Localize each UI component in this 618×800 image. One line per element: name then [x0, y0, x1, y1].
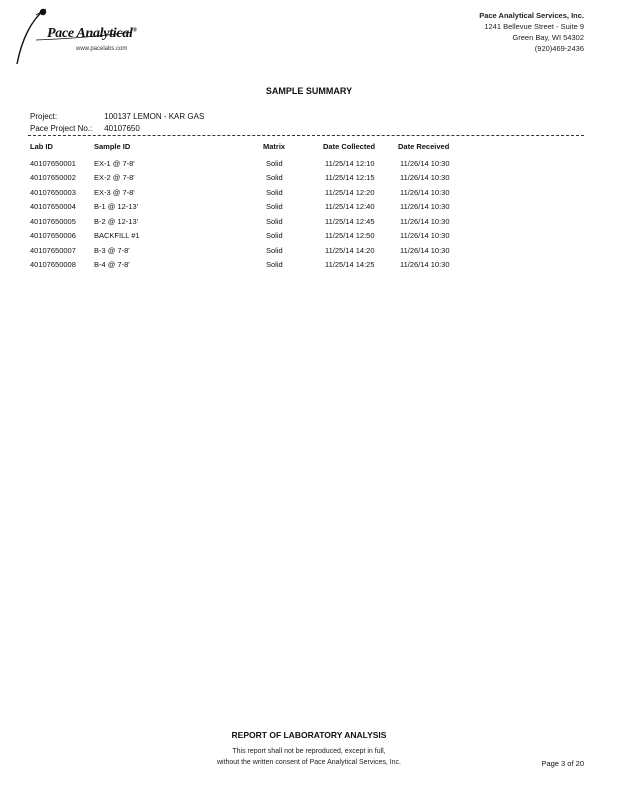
cell-lab-id: 40107650007: [30, 245, 76, 255]
company-city: Green Bay, WI 54302: [512, 33, 584, 42]
cell-date-collected: 11/25/14 14:20: [325, 245, 375, 255]
logo-url: www.pacelabs.com: [76, 46, 128, 52]
cell-date-received: 11/26/14 10:30: [400, 216, 450, 226]
table-row: [30, 156, 480, 171]
page-number: Page 3 of 20: [541, 759, 584, 768]
project-info: [30, 111, 204, 135]
pace-project-row: [30, 123, 204, 135]
table-row: [30, 229, 480, 244]
cell-matrix: Solid: [266, 158, 283, 168]
company-name: Pace Analytical Services, Inc.: [479, 11, 584, 20]
cell-matrix: Solid: [266, 173, 283, 183]
logo-text: Pace Analytical®: [47, 26, 137, 41]
cell-lab-id: 40107650006: [30, 231, 76, 241]
cell-lab-id: 40107650008: [30, 260, 76, 270]
company-street: 1241 Bellevue Street - Suite 9: [484, 22, 584, 31]
cell-date-collected: 11/25/14 12:40: [325, 202, 375, 212]
pace-logo: [14, 6, 144, 68]
col-lab-id: Lab ID: [30, 142, 53, 151]
cell-sample-id: B-1 @ 12-13': [94, 202, 139, 212]
table-header-row: [30, 142, 480, 156]
cell-sample-id: B-3 @ 7-8': [94, 245, 130, 255]
project-value: 100137 LEMON - KAR GAS: [104, 112, 205, 121]
cell-lab-id: 40107650004: [30, 202, 76, 212]
cell-matrix: Solid: [266, 202, 283, 212]
table-row: [30, 214, 480, 229]
cell-matrix: Solid: [266, 245, 283, 255]
disclaimer-line: without the written consent of Pace Analytical Services, Inc.: [216, 759, 402, 766]
cell-sample-id: B-4 @ 7-8': [94, 260, 130, 270]
cell-date-collected: 11/25/14 12:15: [325, 173, 375, 183]
pace-project-label: Pace Project No.:: [30, 124, 93, 133]
col-date-received: Date Received: [398, 142, 450, 151]
col-sample-id: Sample ID: [94, 142, 131, 151]
table-row: [30, 200, 480, 215]
page-title: SAMPLE SUMMARY: [265, 86, 353, 96]
cell-date-received: 11/26/14 10:30: [400, 245, 450, 255]
cell-sample-id: EX-3 @ 7-8': [94, 187, 135, 197]
pace-project-value: 40107650: [104, 124, 140, 133]
cell-date-collected: 11/25/14 12:45: [325, 216, 375, 226]
cell-sample-id: EX-1 @ 7-8': [94, 158, 135, 168]
company-phone: (920)469-2436: [534, 44, 584, 53]
cell-date-received: 11/26/14 10:30: [400, 231, 450, 241]
disclaimer-line: This report shall not be reproduced, except in full,: [232, 748, 386, 755]
cell-date-collected: 11/25/14 14:25: [325, 260, 375, 270]
cell-lab-id: 40107650003: [30, 187, 76, 197]
cell-date-collected: 11/25/14 12:50: [325, 231, 375, 241]
cell-sample-id: BACKFILL #1: [94, 231, 140, 241]
table-row: [30, 185, 480, 200]
cell-date-received: 11/26/14 10:30: [400, 173, 450, 183]
cell-lab-id: 40107650002: [30, 173, 76, 183]
table-row: [30, 243, 480, 258]
table-row: [30, 171, 480, 186]
cell-matrix: Solid: [266, 187, 283, 197]
cell-sample-id: B-2 @ 12-13': [94, 216, 139, 226]
cell-date-collected: 11/25/14 12:20: [325, 187, 375, 197]
report-disclaimer: [0, 746, 618, 768]
cell-matrix: Solid: [266, 216, 283, 226]
company-address: [479, 10, 584, 54]
logo-registered-mark: ®: [132, 27, 137, 34]
cell-matrix: Solid: [266, 260, 283, 270]
cell-sample-id: EX-2 @ 7-8': [94, 173, 135, 183]
col-date-collected: Date Collected: [323, 142, 376, 151]
cell-matrix: Solid: [266, 231, 283, 241]
project-label: Project:: [30, 112, 58, 121]
table-row: [30, 258, 480, 273]
cell-date-collected: 11/25/14 12:10: [325, 158, 375, 168]
cell-lab-id: 40107650005: [30, 216, 76, 226]
divider: [28, 135, 584, 136]
report-title: REPORT OF LABORATORY ANALYSIS: [231, 730, 387, 740]
cell-date-received: 11/26/14 10:30: [400, 202, 450, 212]
sample-table: [30, 142, 480, 272]
col-matrix: Matrix: [263, 142, 286, 151]
project-row: [30, 111, 204, 123]
cell-date-received: 11/26/14 10:30: [400, 260, 450, 270]
cell-lab-id: 40107650001: [30, 158, 76, 168]
cell-date-received: 11/26/14 10:30: [400, 158, 450, 168]
cell-date-received: 11/26/14 10:30: [400, 187, 450, 197]
